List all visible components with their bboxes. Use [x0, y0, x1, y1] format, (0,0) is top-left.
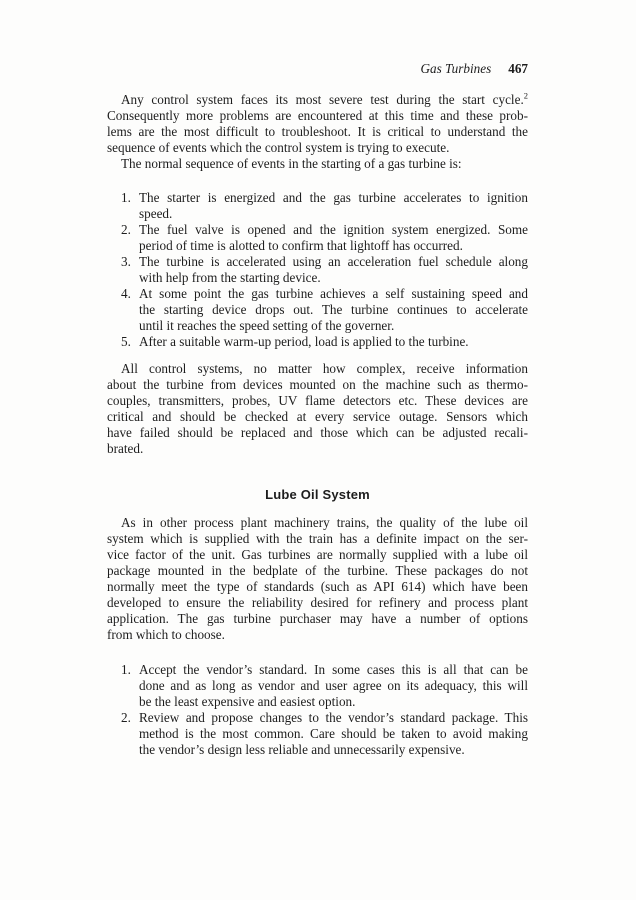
running-title: Gas Turbines	[420, 61, 492, 76]
text-line: brated.	[107, 441, 144, 456]
line-text: Any control system faces its most severe test during the start cycle.	[121, 92, 524, 107]
text-line: The starter is energized and the gas turbine accelerates to ignition	[139, 190, 528, 205]
list-item-number: 5.	[121, 334, 131, 349]
footnote-reference: 2	[523, 90, 528, 101]
paragraph	[107, 156, 528, 172]
list-item-number: 1.	[121, 662, 131, 677]
list-item-text	[139, 710, 528, 758]
text-line: developed to ensure the reliability desired for refinery and process plant	[107, 595, 528, 610]
page-body	[107, 92, 528, 758]
numbered-list	[107, 190, 528, 350]
text-line: sequence of events which the control system is trying to execute.	[107, 140, 450, 155]
list-item-text	[139, 222, 528, 254]
list-item-number: 4.	[121, 286, 131, 301]
list-item-text	[139, 190, 528, 222]
text-line: the starting device drops out. The turbine continues to accelerate	[139, 302, 528, 317]
list-item-text	[139, 286, 528, 334]
line-text: The normal sequence of events in the starting of a gas turbine is:	[121, 156, 462, 171]
text-line: After a suitable warm-up period, load is applied to the turbine.	[139, 334, 469, 349]
list-item-number: 2.	[121, 222, 131, 237]
list-item	[121, 190, 528, 222]
text-line: package mounted in the bedplate of the turbine. These packages do not	[107, 563, 528, 578]
list-item	[121, 710, 528, 758]
text-line	[107, 361, 528, 377]
paragraph	[107, 361, 528, 457]
text-line	[107, 156, 528, 172]
list-item-text	[139, 662, 528, 710]
numbered-list	[107, 662, 528, 758]
list-item-text	[139, 254, 528, 286]
list-item-number: 3.	[121, 254, 131, 269]
text-line: vice factor of the unit. Gas turbines are normally supplied with a lube oil	[107, 547, 528, 562]
text-line	[107, 92, 528, 108]
text-line: critical and should be checked at every service outage. Sensors which	[107, 409, 528, 424]
text-line: couples, transmitters, probes, UV flame detectors etc. These devices are	[107, 393, 528, 408]
list-item-number: 1.	[121, 190, 131, 205]
text-line: until it reaches the speed setting of the governer.	[139, 318, 395, 333]
line-text: As in other process plant machinery trains, the quality of the lube oil	[121, 515, 528, 530]
list-item	[121, 254, 528, 286]
text-line: Accept the vendor’s standard. In some cases this is all that can be	[139, 662, 528, 677]
text-line: system which is supplied with the train has a definite impact on the ser-	[107, 531, 528, 546]
text-line: done and as long as vendor and user agree on its adequacy, this will	[139, 678, 528, 693]
text-line: At some point the gas turbine achieves a self sustaining speed and	[139, 286, 528, 301]
text-line: from which to choose.	[107, 627, 225, 642]
text-line: normally meet the type of standards (such as API 614) which have been	[107, 579, 528, 594]
paragraph	[107, 515, 528, 643]
text-line: about the turbine from devices mounted on the machine such as thermo-	[107, 377, 528, 392]
text-line: period of time is alotted to confirm that lightoff has occurred.	[139, 238, 463, 253]
list-item-number: 2.	[121, 710, 131, 725]
list-item	[121, 286, 528, 334]
text-line: speed.	[139, 206, 173, 221]
list-item	[121, 222, 528, 254]
page-number: 467	[508, 61, 528, 76]
text-column	[107, 0, 528, 758]
text-line: The turbine is accelerated using an acceleration fuel schedule along	[139, 254, 528, 269]
list-item-text	[139, 334, 528, 350]
text-line	[107, 515, 528, 531]
line-text: All control systems, no matter how complex, receive information	[121, 361, 528, 376]
text-line: method is the most common. Care should be taken to avoid making	[139, 726, 528, 741]
paragraph	[107, 92, 528, 156]
text-line: Consequently more problems are encountered at this time and these prob-	[107, 108, 528, 123]
list-item	[121, 334, 528, 350]
text-line: Review and propose changes to the vendor’s standard package. This	[139, 710, 528, 725]
text-line: with help from the starting device.	[139, 270, 321, 285]
section-heading: Lube Oil System	[265, 487, 370, 502]
text-line: have failed should be replaced and those which can be adjusted recali-	[107, 425, 528, 440]
text-line: application. The gas turbine purchaser may have a number of options	[107, 611, 528, 626]
list-item	[121, 662, 528, 710]
text-line: the vendor’s design less reliable and unnecessarily expensive.	[139, 742, 465, 757]
text-line: The fuel valve is opened and the ignition system energized. Some	[139, 222, 528, 237]
running-header	[107, 0, 528, 77]
text-line: lems are the most difficult to troubleshoot. It is critical to understand the	[107, 124, 528, 139]
text-line: be the least expensive and easiest option.	[139, 694, 356, 709]
